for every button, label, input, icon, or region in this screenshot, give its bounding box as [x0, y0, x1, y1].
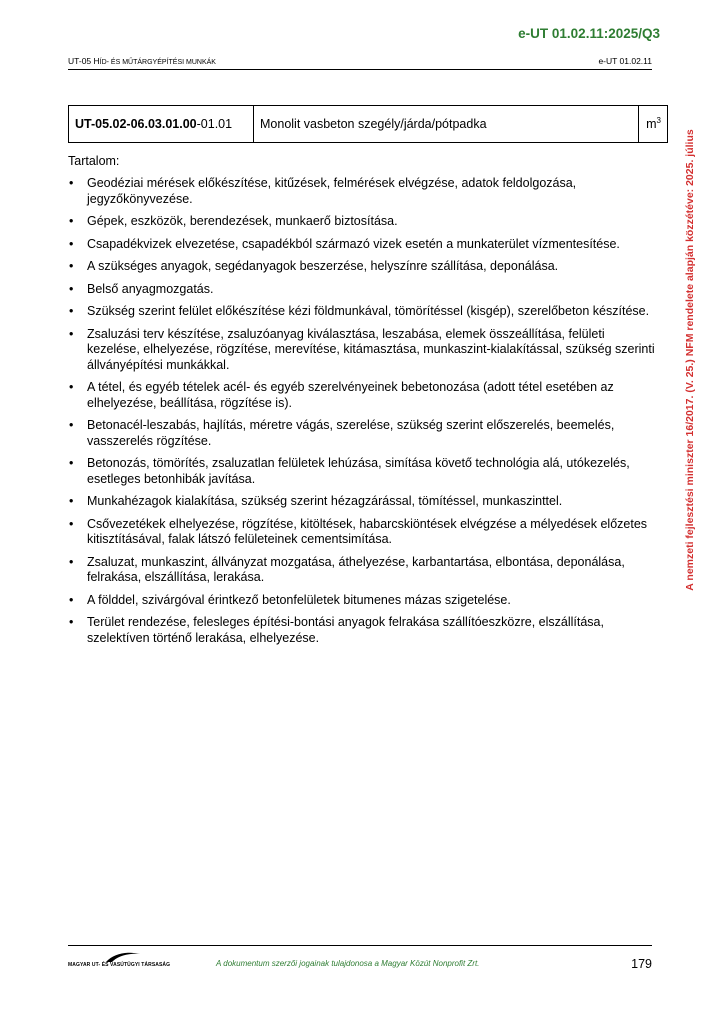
unit-base: m: [646, 117, 657, 132]
item-code-suffix: -01.01: [196, 117, 233, 131]
unit-exponent: 3: [656, 116, 661, 126]
copyright-notice: A dokumentum szerzői jogainak tulajdonosa a Magyar Közút Nonprofit Zrt.: [216, 959, 480, 968]
publication-note: A nemzeti fejlesztési miniszter 16/2017. (V. 25.) NFM rendelete alapján közzétéve: 2025. július: [684, 129, 696, 591]
header-doc-ref: e-UT 01.02.11: [598, 56, 652, 66]
list-item: • Csővezetékek elhelyezése, rögzítése, kitöltések, habarcskiöntések elvégzése a mélyedések előzetes kitisztításával, falak látszó felületeinek cementsimítása.: [68, 517, 658, 548]
list-item: • Geodéziai mérések előkészítése, kitűzések, felmérések elvégzése, adatok feldolgozása, jegyzőkönyvezése.: [68, 176, 658, 207]
society-logo: [68, 951, 178, 971]
running-header: [68, 56, 652, 70]
list-item: • Munkahézagok kialakítása, szükség szerint hézagzárással, tömítéssel, munkaszinttel.: [68, 494, 658, 510]
item-code: [69, 106, 254, 143]
list-item: • Betonacél-leszabás, hajlítás, méretre vágás, szerelése, szükség szerint előszerelés, beemelés, vasszerelés rögzítése.: [68, 418, 658, 449]
section-title-prefix: UT-05 H: [68, 56, 100, 66]
item-code-main: UT-05.02-06.03.01.00: [75, 117, 197, 131]
document-code: e-UT 01.02.11:2025/Q3: [518, 26, 660, 41]
section-title-rest: ÍD- ÉS MŰTÁRGYÉPÍTÉSI MUNKÁK: [99, 59, 216, 66]
list-item: • Csapadékvizek elvezetése, csapadékból származó vizek esetén a munkaterület vízmentesítése.: [68, 237, 658, 253]
item-row: [69, 106, 668, 143]
page-number: 179: [631, 957, 652, 971]
list-item: • Szükség szerint felület előkészítése kézi földmunkával, tömörítéssel (kisgép), szerelőbeton készítése.: [68, 304, 658, 320]
content-list: [68, 176, 658, 653]
logo-text: MAGYAR UT- ÉS VASÚTÜGYI TÁRSASÁG: [68, 962, 171, 968]
item-unit: [639, 106, 668, 143]
item-table: [68, 105, 668, 143]
section-title: [68, 56, 216, 66]
footer-divider: [68, 945, 652, 946]
list-item: • Belső anyagmozgatás.: [68, 282, 658, 298]
list-item: • A tétel, és egyéb tételek acél- és egyéb szerelvényeinek bebetonozása (adott tétel esetében az elhelyezése, beállítása, rögzítése is).: [68, 380, 658, 411]
list-item: • A szükséges anyagok, segédanyagok beszerzése, helyszínre szállítása, deponálása.: [68, 259, 658, 275]
list-item: • Zsaluzási terv készítése, zsaluzóanyag kiválasztása, leszabása, elemek összeállítása, felületi kezelése, elhelyezése, rögzítése, merevítése, kitámasztása, munkaszint-kialakítással, szükség szerinti állványépítési munkákkal.: [68, 327, 658, 374]
list-item: • A földdel, szivárgóval érintkező betonfelületek bitumenes mázas szigetelése.: [68, 593, 658, 609]
list-item: • Terület rendezése, felesleges építési-bontási anyagok felrakása szállítóeszközre, elszállítása, szelektíven történő lerakása, elhelyezése.: [68, 615, 658, 646]
list-item: • Zsaluzat, munkaszint, állványzat mozgatása, áthelyezése, karbantartása, elbontása, deponálása, felrakása, elszállítása, lerakása.: [68, 555, 658, 586]
list-item: • Betonozás, tömörítés, zsaluzatlan felületek lehúzása, simítása követő technológia alá, utókezelés, esetleges betonhibák javítása.: [68, 456, 658, 487]
content-title: Tartalom:: [68, 154, 120, 168]
item-title: Monolit vasbeton szegély/járda/pótpadka: [254, 106, 639, 143]
list-item: • Gépek, eszközök, berendezések, munkaerő biztosítása.: [68, 214, 658, 230]
